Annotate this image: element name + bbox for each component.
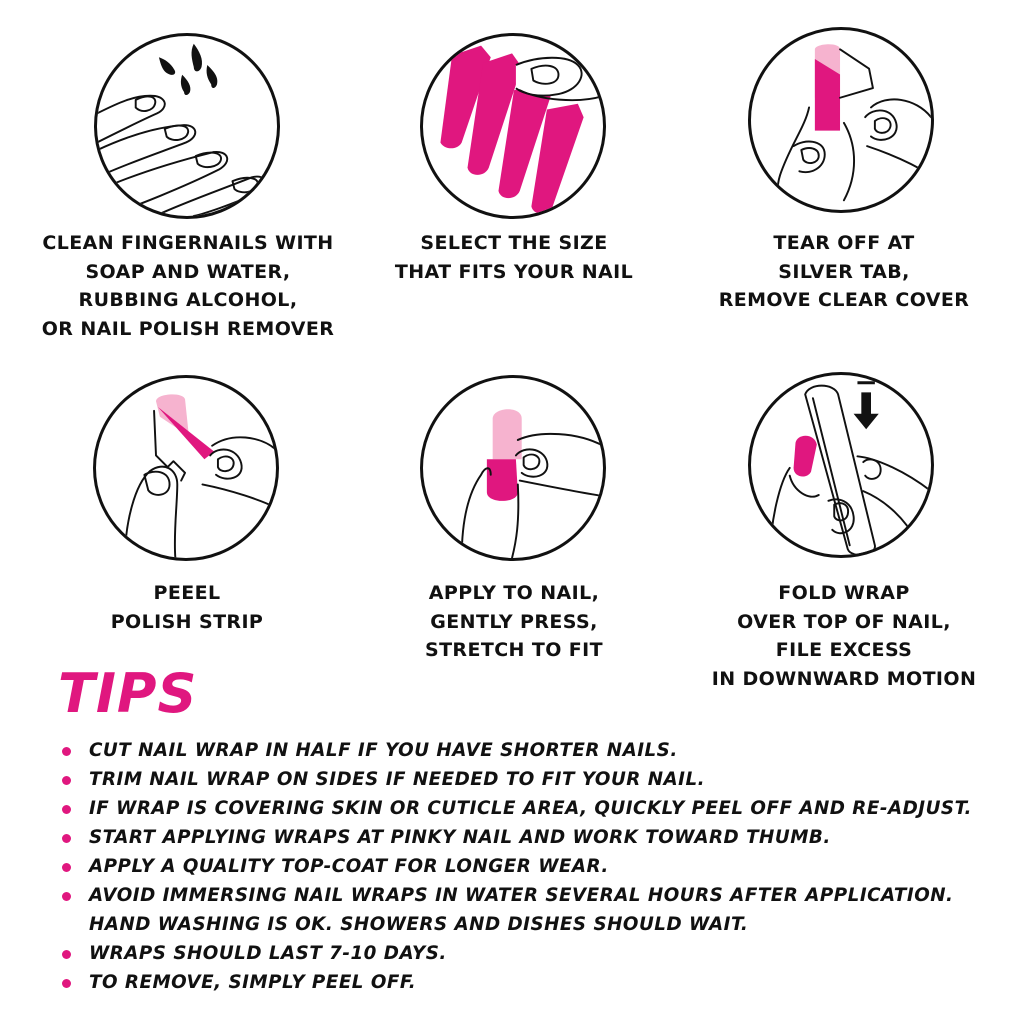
bullet-icon — [62, 776, 71, 785]
bullet-icon — [62, 979, 71, 988]
tip-item: START APPLYING WRAPS AT PINKY NAIL AND WORK TOWARD THUMB. — [62, 823, 972, 852]
step-5-caption: APPLY TO NAIL, GENTLY PRESS, STRETCH TO FIT — [424, 582, 603, 661]
tear-tab-icon — [748, 27, 934, 213]
tip-item: APPLY A QUALITY TOP-COAT FOR LONGER WEAR. — [62, 852, 972, 881]
step-1-caption: CLEAN FINGERNAILS WITH SOAP AND WATER, RUBBING ALCOHOL, OR NAIL POLISH REMOVER — [41, 232, 335, 340]
step-2-caption: SELECT THE SIZE THAT FITS YOUR NAIL — [394, 232, 634, 283]
tip-item: AVOID IMMERSING NAIL WRAPS IN WATER SEVERAL HOURS AFTER APPLICATION. HAND WASHING IS OK. SHOWERS AND DISHES SHOULD WAIT. — [62, 881, 972, 939]
tips-list — [62, 736, 972, 997]
file-excess-icon — [748, 372, 934, 558]
bullet-icon — [62, 950, 71, 959]
apply-nail-icon — [420, 375, 606, 561]
peel-strip-icon — [93, 375, 279, 561]
tip-item: IF WRAP IS COVERING SKIN OR CUTICLE AREA, QUICKLY PEEL OFF AND RE-ADJUST. — [62, 794, 972, 823]
bullet-icon — [62, 834, 71, 843]
clean-nails-icon — [94, 33, 280, 219]
tip-item: CUT NAIL WRAP IN HALF IF YOU HAVE SHORTER NAILS. — [62, 736, 972, 765]
tip-item: TRIM NAIL WRAP ON SIDES IF NEEDED TO FIT YOUR NAIL. — [62, 765, 972, 794]
bullet-icon — [62, 892, 71, 901]
select-size-icon — [420, 33, 606, 219]
tip-item: WRAPS SHOULD LAST 7-10 DAYS. — [62, 939, 972, 968]
step-4-caption: PEEEL POLISH STRIP — [110, 582, 264, 633]
bullet-icon — [62, 805, 71, 814]
bullet-icon — [62, 747, 71, 756]
tips-title: TIPS — [58, 662, 198, 725]
bullet-icon — [62, 863, 71, 872]
tip-item: TO REMOVE, SIMPLY PEEL OFF. — [62, 968, 972, 997]
step-3-caption: TEAR OFF AT SILVER TAB, REMOVE CLEAR COVER — [718, 232, 970, 311]
step-6-caption: FOLD WRAP OVER TOP OF NAIL, FILE EXCESS IN DOWNWARD MOTION — [711, 582, 977, 690]
